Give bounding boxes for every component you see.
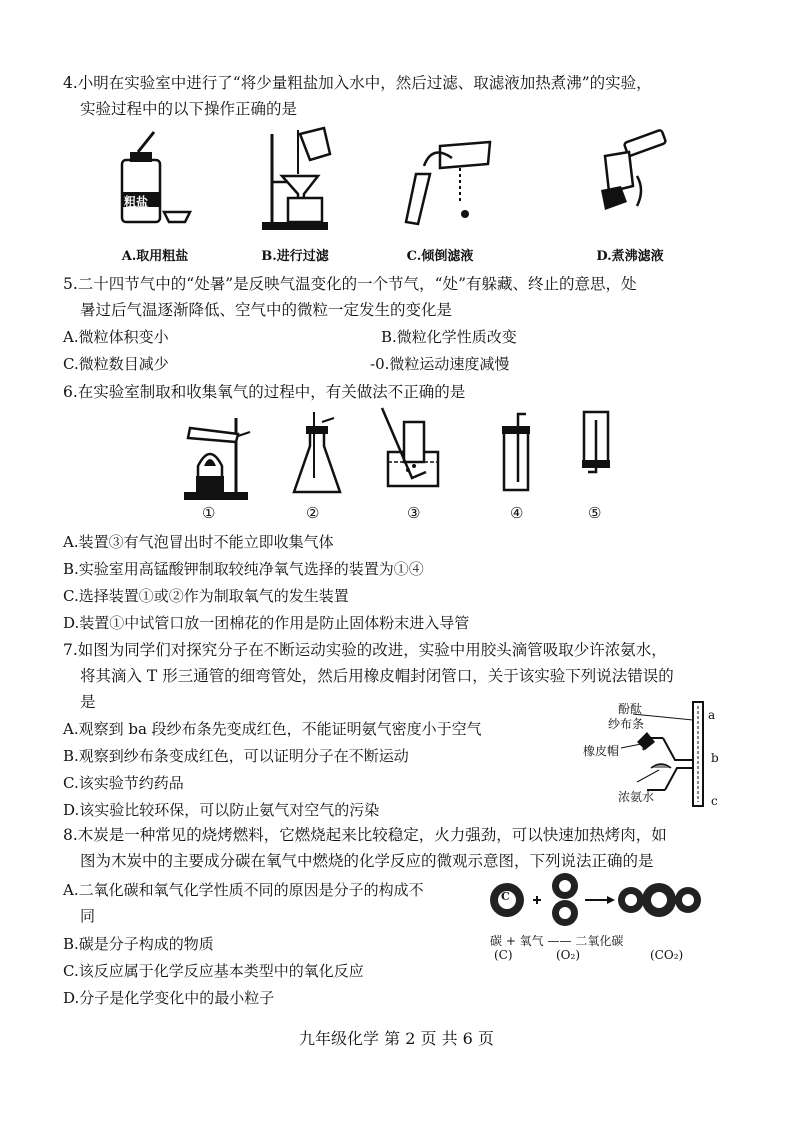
q8-formula-c: (C): [494, 948, 513, 962]
q6-option-a: A.装置③有气泡冒出时不能立即收集气体: [63, 533, 334, 551]
q4-figure-d-boiling: [585, 126, 675, 226]
q8-option-b: B.碳是分子构成的物质: [63, 935, 214, 953]
q7-label-b: b: [711, 751, 719, 765]
q4-bottle-label: 粗盐: [124, 195, 149, 209]
q7-option-d: D.该实验比较环保，可以防止氨气对空气的污染: [63, 801, 380, 819]
q5-option-c: C.微粒数目减少: [63, 355, 169, 373]
q7-stem-line2: 将其滴入 T 形三通管的细弯管处，然后用橡皮帽封闭管口，关于该实验下列说法错误的: [80, 667, 674, 685]
q4-caption-a: A.取用粗盐: [121, 249, 189, 264]
q4-stem-line1: 4.小明在实验室中进行了“将少量粗盐加入水中，然后过滤、取滤液加热煮沸”的实验，: [63, 74, 652, 92]
q7-label-gauze: 纱布条: [608, 717, 645, 731]
q7-stem-line1: 7.如图为同学们对探究分子在不断运动实验的改进，实验中用胶头滴管吸取少许浓氨水，: [63, 641, 667, 659]
q6-option-b: B.实验室用高锰酸钾制取较纯净氧气选择的装置为①④: [63, 560, 424, 578]
q8-stem-line2: 图为木炭中的主要成分碳在氧气中燃烧的化学反应的微观示意图，下列说法正确的是: [80, 852, 654, 870]
q6-device-1-heating: [176, 412, 256, 500]
q8-option-a-cont: 同: [80, 907, 96, 925]
q7-option-b: B.观察到纱布条变成红色，可以证明分子在不断运动: [63, 747, 409, 765]
q5-stem-line1: 5.二十四节气中的“处暑”是反映气温变化的一个节气，“处”有躲藏、终止的意思，处: [63, 275, 637, 293]
q6-stem: 6.在实验室制取和收集氧气的过程中，有关做法不正确的是: [63, 383, 466, 401]
q6-device-2-flask: [292, 412, 342, 502]
q6-option-d: D.装置①中试管口放一团棉花的作用是防止固体粉末进入导管: [63, 614, 470, 632]
q8-figure-reaction-diagram: [485, 870, 725, 930]
q7-option-c: C.该实验节约药品: [63, 774, 184, 792]
q5-stem-line2: 暑过后气温逐渐降低、空气中的微粒一定发生的变化是: [80, 301, 453, 319]
q7-label-phenolphthalein: 酚酞: [618, 702, 643, 716]
q4-figure-b-filtration: [258, 124, 338, 234]
q8-formula-co2: (CO₂): [650, 948, 684, 962]
q6-label-3: ③: [407, 504, 421, 522]
q8-option-c: C.该反应属于化学反应基本类型中的氧化反应: [63, 962, 364, 980]
q6-device-4-gas-bottle: [496, 412, 536, 502]
q8-stem-line1: 8.木炭是一种常见的烧烤燃料，它燃烧起来比较稳定，火力强劲，可以快速加热烤肉，如: [63, 826, 667, 844]
q6-device-5-inverted-bottle: [576, 410, 616, 490]
q5-option-d: -0.微粒运动速度减慢: [370, 355, 510, 373]
q6-option-c: C.选择装置①或②作为制取氧气的发生装置: [63, 587, 349, 605]
q4-caption-c: C.倾倒滤液: [406, 249, 474, 264]
q7-label-ammonia: 浓氨水: [618, 790, 655, 804]
q8-word-equation: 碳 + 氧气 —— 二氧化碳: [490, 934, 624, 948]
q6-label-4: ④: [510, 504, 524, 522]
q8-formula-o2: (O₂): [556, 948, 581, 962]
q6-label-5: ⑤: [588, 504, 602, 522]
q7-option-a: A.观察到 ba 段纱布条先变成红色，不能证明氨气密度小于空气: [63, 720, 482, 738]
q4-caption-b: B.进行过滤: [261, 249, 329, 264]
q6-device-3-water-trough: [378, 408, 444, 498]
q8-atom-label-c: C: [501, 890, 510, 903]
q7-label-c: c: [711, 794, 718, 808]
q4-stem-line2: 实验过程中的以下操作正确的是: [80, 100, 298, 118]
q4-caption-d: D.煮沸滤液: [596, 249, 664, 264]
q6-label-1: ①: [202, 504, 216, 522]
q7-label-a: a: [708, 708, 716, 722]
q4-figure-c-pouring: [400, 134, 500, 224]
q7-stem-line3: 是: [80, 693, 96, 711]
q6-label-2: ②: [306, 504, 320, 522]
page-footer: 九年级化学 第 2 页 共 6 页: [299, 1029, 494, 1048]
q4-figure-a-take-salt: [112, 130, 192, 230]
q8-option-d: D.分子是化学变化中的最小粒子: [63, 989, 275, 1007]
q7-label-rubber-cap: 橡皮帽: [583, 744, 620, 758]
q5-option-b: B.微粒化学性质改变: [381, 328, 517, 346]
q8-option-a: A.二氧化碳和氧气化学性质不同的原因是分子的构成不: [63, 881, 424, 899]
q5-option-a: A.微粒体积变小: [63, 328, 169, 346]
